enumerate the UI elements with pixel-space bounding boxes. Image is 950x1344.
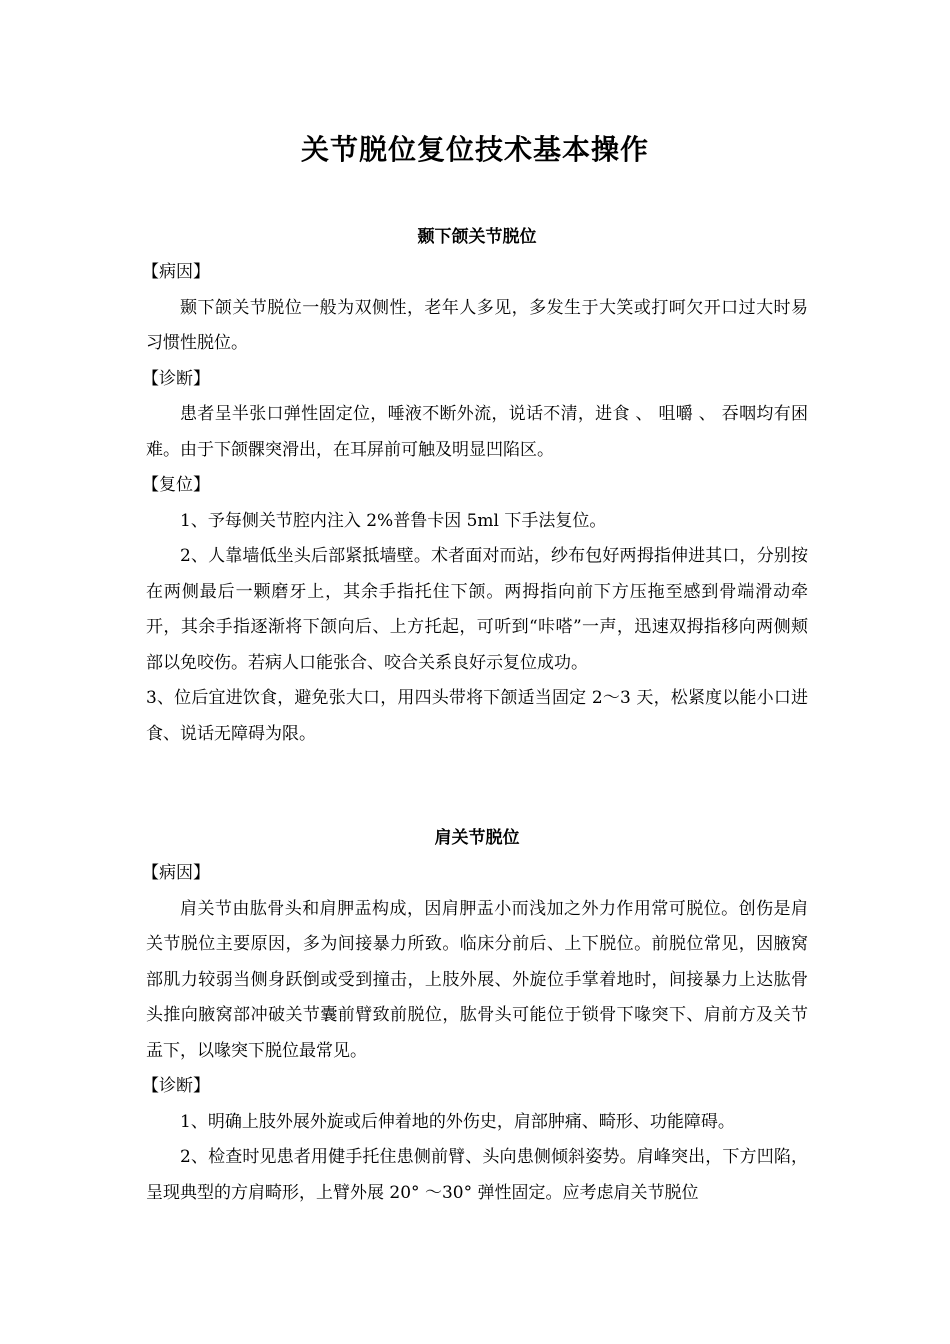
etiology-label: 【病因】 [142, 863, 210, 883]
reduction-step-1: 1、予每侧关节腔内注入 2%普鲁卡因 5ml 下手法复位。 [180, 510, 607, 531]
reduction-label: 【复位】 [142, 475, 210, 495]
diagnosis-paragraph: 患者呈半张口弹性固定位，唾液不断外流，说话不清，进食 、 咀嚼 、 吞咽均有困难。由于下颌髁突滑出，在耳屏前可触及明显凹陷区。 [146, 404, 808, 460]
diagnosis-item-1: 1、明确上肢外展外旋或后伸着地的外伤史，肩部肿痛、畸形、功能障碍。 [180, 1111, 735, 1132]
section-shoulder-dislocation [142, 820, 808, 1211]
section-tmj-dislocation [142, 219, 808, 752]
etiology-paragraph: 肩关节由肱骨头和肩胛盂构成，因肩胛盂小而浅加之外力作用常可脱位。创伤是肩关节脱位主要原因，多为间接暴力所致。临床分前后、上下脱位。前脱位常见，因腋窝部肌力较弱当侧身跃倒或受到撞击，上肢外展、外旋位手掌着地时，间接暴力上达肱骨头推向腋窝部冲破关节囊前臂致前脱位，肱骨头可能位于锁骨下喙突下、肩前方及关节盂下，以喙突下脱位最常见。 [146, 898, 808, 1061]
section-heading: 肩关节脱位 [434, 828, 520, 848]
diagnosis-label: 【诊断】 [142, 368, 210, 389]
reduction-step-3: 3、位后宜进饮食，避免张大口，用四头带将下颌适当固定 2～3 天，松紧度以能小口进食、说话无障碍为限。 [146, 688, 808, 744]
diagnosis-item-2: 2、检查时见患者用健手托住患侧前臂、头向患侧倾斜姿势。肩峰突出，下方凹陷，呈现典型的方肩畸形，上臂外展 20° ～30° 弹性固定。应考虑肩关节脱位 [146, 1147, 808, 1203]
document-title: 关节脱位复位技术基本操作 [300, 133, 649, 166]
diagnosis-label: 【诊断】 [142, 1076, 210, 1096]
section-heading: 颞下颌关节脱位 [417, 227, 537, 247]
etiology-label: 【病因】 [142, 262, 210, 282]
reduction-step-2: 2、人靠墙低坐头后部紧抵墙壁。术者面对而站，纱布包好两拇指伸进其口，分别按在两侧最后一颗磨牙上，其余手指托住下颌。两拇指向前下方压拖至感到骨端滑动牵开，其余手指逐渐将下颌向后、上方托起，可听到“咔嗒”一声，迅速双拇指移向两侧颊部以免咬伤。若病人口能张合、咬合关系良好示复位成功。 [146, 546, 808, 673]
etiology-paragraph: 颞下颌关节脱位一般为双侧性，老年人多见，多发生于大笑或打呵欠开口过大时易习惯性脱位。 [146, 297, 808, 353]
